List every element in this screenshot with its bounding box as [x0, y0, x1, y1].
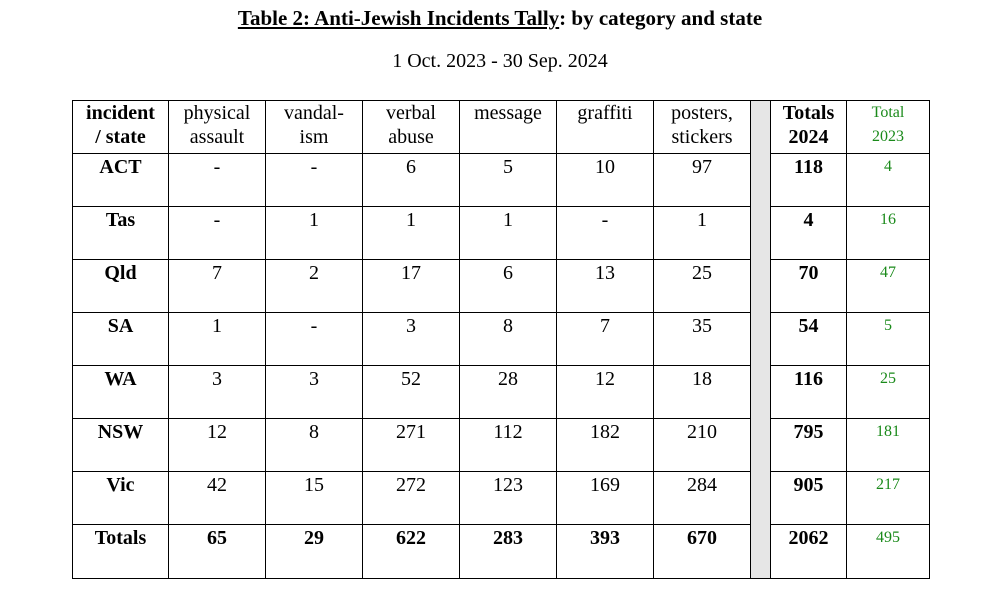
cell-graffiti: 13 [557, 260, 654, 313]
cell-graffiti: 169 [557, 472, 654, 525]
cell-total-2023: 217 [847, 472, 930, 525]
header-verbal-abuse: verbal abuse [363, 101, 460, 154]
header-posters-stickers: posters, stickers [654, 101, 751, 154]
total-physical-assault: 65 [169, 525, 266, 579]
cell-physical-assault: 3 [169, 366, 266, 419]
state-name: Vic [73, 472, 169, 525]
cell-total-2023: 4 [847, 154, 930, 207]
cell-verbal-abuse: 3 [363, 313, 460, 366]
cell-verbal-abuse: 1 [363, 207, 460, 260]
cell-graffiti: 7 [557, 313, 654, 366]
cell-posters-stickers: 18 [654, 366, 751, 419]
cell-physical-assault: 42 [169, 472, 266, 525]
cell-message: 6 [460, 260, 557, 313]
cell-total-2024: 118 [771, 154, 847, 207]
total-graffiti: 393 [557, 525, 654, 579]
cell-posters-stickers: 284 [654, 472, 751, 525]
cell-total-2024: 795 [771, 419, 847, 472]
cell-message: 1 [460, 207, 557, 260]
cell-total-2024: 4 [771, 207, 847, 260]
header-row [73, 101, 930, 154]
cell-posters-stickers: 25 [654, 260, 751, 313]
table-row [73, 366, 930, 419]
total-vandalism: 29 [266, 525, 363, 579]
cell-graffiti: 182 [557, 419, 654, 472]
cell-physical-assault: 12 [169, 419, 266, 472]
cell-vandalism: 1 [266, 207, 363, 260]
cell-message: 123 [460, 472, 557, 525]
cell-graffiti: - [557, 207, 654, 260]
cell-vandalism: 8 [266, 419, 363, 472]
grand-total-2023: 495 [847, 525, 930, 579]
cell-physical-assault: - [169, 207, 266, 260]
table-row [73, 313, 930, 366]
table-title-main: Table 2: Anti-Jewish Incidents Tally [237, 6, 560, 30]
cell-total-2024: 54 [771, 313, 847, 366]
cell-vandalism: 3 [266, 366, 363, 419]
state-name: ACT [73, 154, 169, 207]
table-title-rest: : by category and state [559, 6, 763, 30]
cell-posters-stickers: 1 [654, 207, 751, 260]
cell-total-2024: 116 [771, 366, 847, 419]
total-message: 283 [460, 525, 557, 579]
table-row [73, 207, 930, 260]
state-name: Tas [73, 207, 169, 260]
state-name: NSW [73, 419, 169, 472]
table-row [73, 472, 930, 525]
cell-graffiti: 10 [557, 154, 654, 207]
state-name: WA [73, 366, 169, 419]
cell-physical-assault: 7 [169, 260, 266, 313]
column-separator [751, 101, 771, 579]
header-totals-2024: Totals 2024 [771, 101, 847, 154]
totals-row [73, 525, 930, 579]
cell-total-2024: 70 [771, 260, 847, 313]
cell-total-2023: 5 [847, 313, 930, 366]
cell-total-2023: 25 [847, 366, 930, 419]
incidents-table [72, 100, 930, 579]
header-message: message [460, 101, 557, 154]
cell-message: 8 [460, 313, 557, 366]
state-name: Qld [73, 260, 169, 313]
table-row [73, 419, 930, 472]
cell-verbal-abuse: 272 [363, 472, 460, 525]
totals-label: Totals [73, 525, 169, 579]
header-total-2023: Total 2023 [847, 101, 930, 154]
cell-message: 5 [460, 154, 557, 207]
cell-verbal-abuse: 271 [363, 419, 460, 472]
total-posters-stickers: 670 [654, 525, 751, 579]
cell-vandalism: - [266, 313, 363, 366]
cell-physical-assault: - [169, 154, 266, 207]
cell-message: 28 [460, 366, 557, 419]
header-incident-state: incident / state [73, 101, 169, 154]
cell-posters-stickers: 210 [654, 419, 751, 472]
header-vandalism: vandal- ism [266, 101, 363, 154]
state-name: SA [73, 313, 169, 366]
cell-total-2023: 16 [847, 207, 930, 260]
grand-total-2024: 2062 [771, 525, 847, 579]
cell-physical-assault: 1 [169, 313, 266, 366]
cell-verbal-abuse: 52 [363, 366, 460, 419]
date-range: 1 Oct. 2023 - 30 Sep. 2024 [392, 50, 608, 72]
cell-graffiti: 12 [557, 366, 654, 419]
cell-total-2023: 181 [847, 419, 930, 472]
cell-verbal-abuse: 17 [363, 260, 460, 313]
header-graffiti: graffiti [557, 101, 654, 154]
cell-vandalism: 2 [266, 260, 363, 313]
total-verbal-abuse: 622 [363, 525, 460, 579]
cell-verbal-abuse: 6 [363, 154, 460, 207]
cell-vandalism: 15 [266, 472, 363, 525]
table-row [73, 260, 930, 313]
header-physical-assault: physical assault [169, 101, 266, 154]
cell-posters-stickers: 97 [654, 154, 751, 207]
cell-posters-stickers: 35 [654, 313, 751, 366]
table-row [73, 154, 930, 207]
cell-message: 112 [460, 419, 557, 472]
cell-total-2023: 47 [847, 260, 930, 313]
cell-total-2024: 905 [771, 472, 847, 525]
cell-vandalism: - [266, 154, 363, 207]
table-title [0, 6, 1000, 31]
